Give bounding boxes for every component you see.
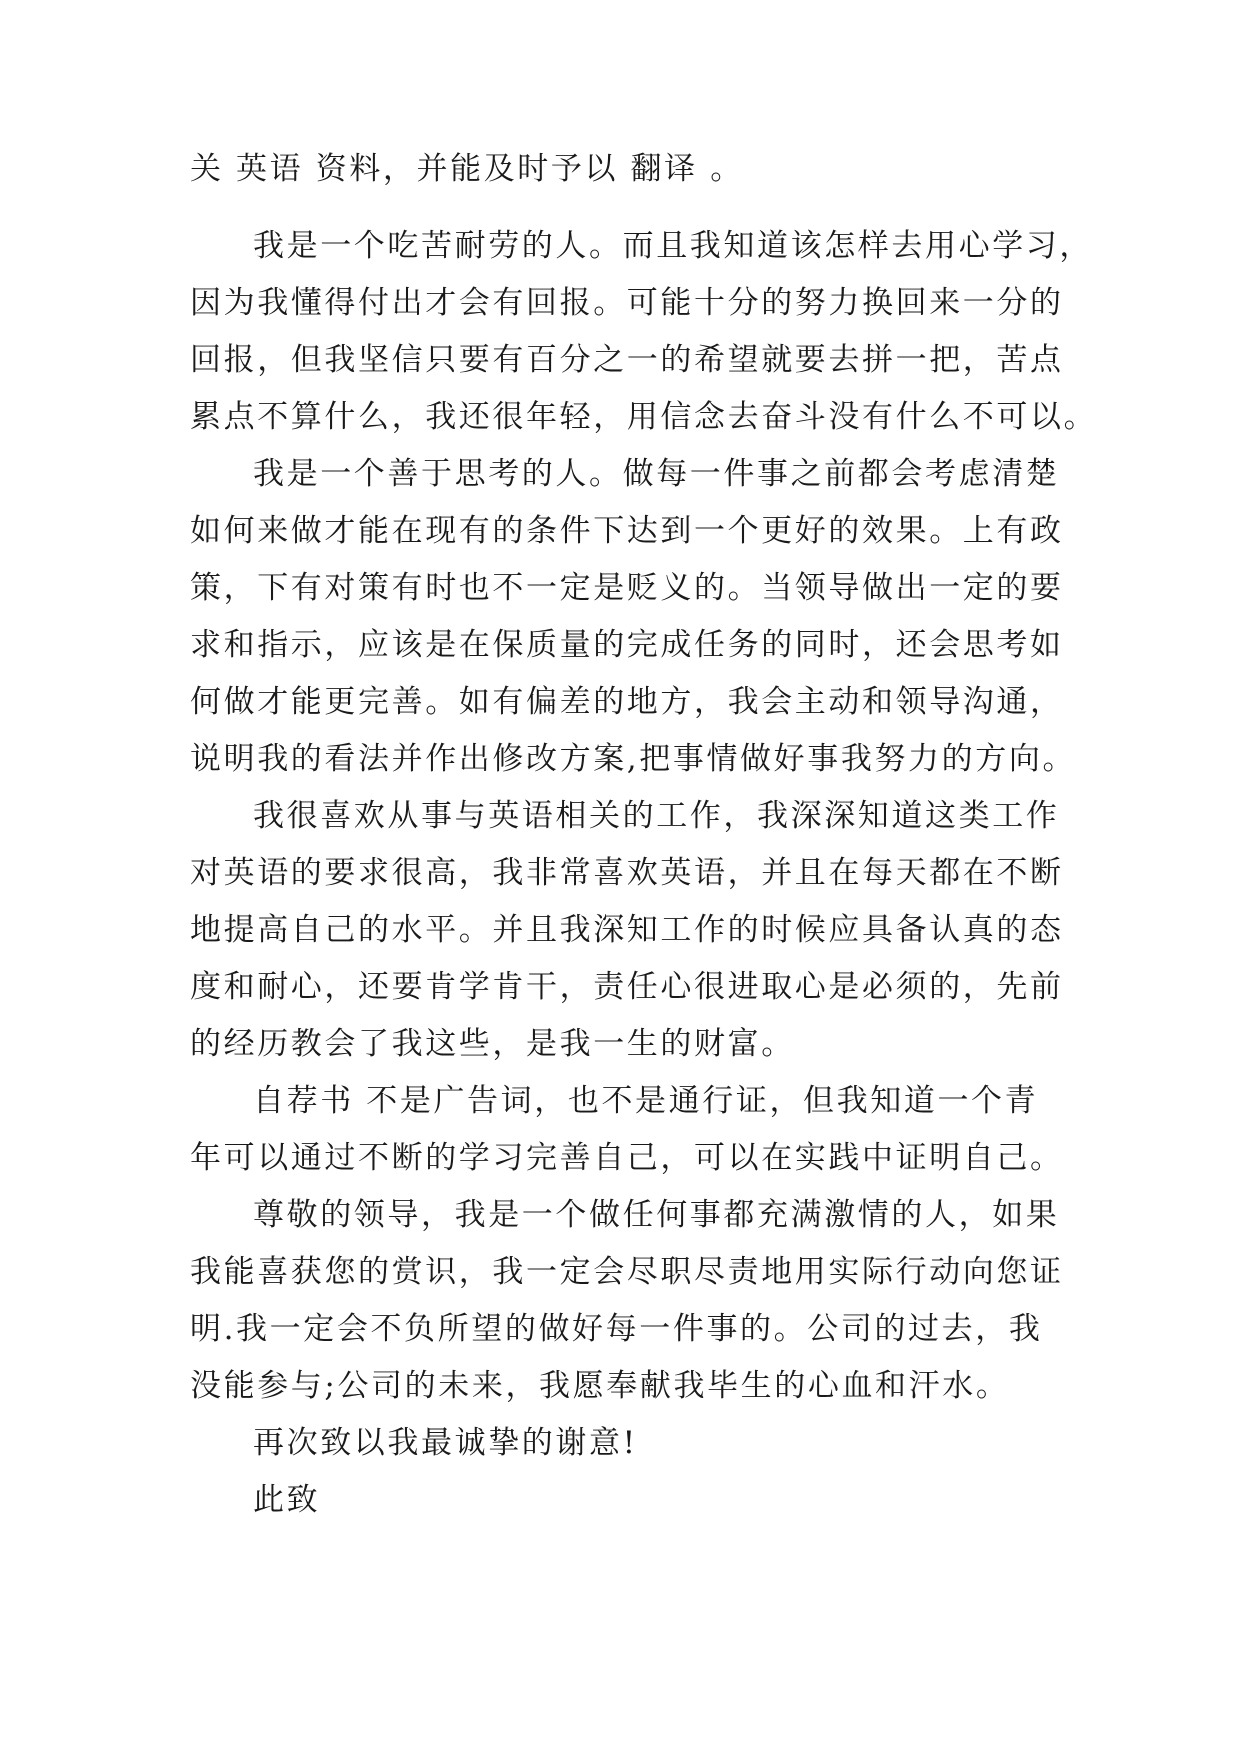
text-line: 累点不算什么，我还很年轻，用信念去奋斗没有什么不可以。 <box>190 399 1098 435</box>
text-line: 明.我一定会不负所望的做好每一件事的。公司的过去，我 <box>190 1311 1043 1347</box>
closing-salutation: 此致 <box>253 1482 321 1518</box>
paragraph-start-line: 自荐书 不是广告词，也不是通行证，但我知道一个青 <box>253 1083 1039 1119</box>
text-line: 策，下有对策有时也不一定是贬义的。当领导做出一定的要 <box>190 570 1064 606</box>
text-line: 说明我的看法并作出修改方案,把事情做好事我努力的方向。 <box>190 741 1077 777</box>
closing-thanks-line: 再次致以我最诚挚的谢意! <box>253 1425 638 1461</box>
text-line: 的经历教会了我这些，是我一生的财富。 <box>190 1026 795 1062</box>
text-line: 度和耐心，还要肯学肯干，责任心很进取心是必须的，先前 <box>190 969 1064 1005</box>
text-line: 何做才能更完善。如有偏差的地方，我会主动和领导沟通， <box>190 684 1064 720</box>
text-line: 我能喜获您的赏识，我一定会尽职尽责地用实际行动向您证 <box>190 1254 1064 1290</box>
text-line: 回报，但我坚信只要有百分之一的希望就要去拼一把，苦点 <box>190 342 1064 378</box>
text-line: 没能参与;公司的未来，我愿奉献我毕生的心血和汗水。 <box>190 1368 1010 1404</box>
text-line: 关 英语 资料，并能及时予以 翻译 。 <box>190 151 744 187</box>
text-line: 求和指示，应该是在保质量的完成任务的同时，还会思考如 <box>190 627 1064 663</box>
text-line: 如何来做才能在现有的条件下达到一个更好的效果。上有政 <box>190 513 1064 549</box>
text-line: 地提高自己的水平。并且我深知工作的时候应具备认真的态 <box>190 912 1064 948</box>
paragraph-start-line: 我很喜欢从事与英语相关的工作，我深深知道这类工作 <box>253 798 1060 834</box>
paragraph-start-line: 我是一个吃苦耐劳的人。而且我知道该怎样去用心学习， <box>253 228 1093 264</box>
text-line: 年可以通过不断的学习完善自己，可以在实践中证明自己。 <box>190 1140 1064 1176</box>
text-line: 对英语的要求很高，我非常喜欢英语，并且在每天都在不断 <box>190 855 1064 891</box>
paragraph-start-line: 尊敬的领导，我是一个做任何事都充满激情的人，如果 <box>253 1197 1060 1233</box>
paragraph-start-line: 我是一个善于思考的人。做每一件事之前都会考虑清楚 <box>253 456 1060 492</box>
text-line: 因为我懂得付出才会有回报。可能十分的努力换回来一分的 <box>190 285 1064 321</box>
